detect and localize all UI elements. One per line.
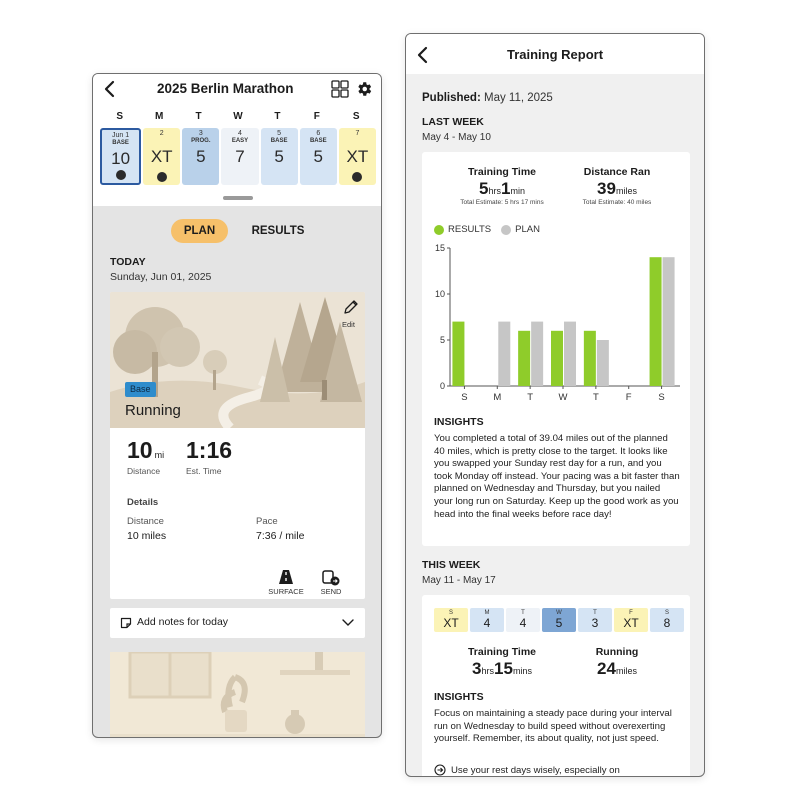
tw-running-label: Running: [595, 646, 639, 658]
x-tick-label: T: [592, 392, 599, 402]
insights2-heading: INSIGHTS: [434, 691, 484, 703]
week-day-cell[interactable]: [506, 608, 540, 632]
distance-ran-estimate: Total Estimate: 40 miles: [582, 199, 652, 206]
legend-results-label: RESULTS: [448, 224, 492, 235]
runner-icon: [116, 170, 126, 180]
day-cell[interactable]: [143, 128, 180, 185]
gear-icon[interactable]: [355, 80, 373, 98]
plan-title: 2025 Berlin Marathon: [157, 81, 294, 96]
plan-bar: [531, 322, 543, 386]
tab-plan[interactable]: PLAN: [171, 219, 228, 243]
details-heading: Details: [127, 497, 159, 508]
day-cell-value: XT: [346, 147, 369, 166]
top-bar: [93, 74, 381, 104]
x-tick-label: F: [625, 392, 632, 402]
tw-running-unit: miles: [615, 666, 637, 676]
day-letter: S: [116, 111, 124, 122]
edit-label[interactable]: Edit: [342, 320, 355, 329]
published-line: [422, 92, 553, 104]
day-cell-value: 10: [111, 149, 131, 168]
day-letter: T: [274, 111, 281, 122]
tt-hours: 5: [479, 179, 489, 198]
time-label: Est. Time: [186, 466, 222, 476]
day-cell[interactable]: [100, 128, 141, 185]
add-notes-label: Add notes for today: [137, 616, 229, 628]
back-arrow-icon[interactable]: [103, 80, 117, 98]
road-icon[interactable]: [278, 569, 294, 585]
day-cell[interactable]: [300, 128, 337, 185]
week-day-cell[interactable]: [614, 608, 648, 632]
day-cell-date: 2: [159, 130, 164, 137]
day-cell-date: 3: [198, 130, 203, 137]
week-calendar: [93, 104, 381, 206]
calendar-view-icon[interactable]: [331, 80, 349, 98]
week-day-value: 5: [555, 616, 563, 630]
week-day-letter: T: [593, 610, 597, 616]
next-workout-card[interactable]: [110, 652, 365, 738]
published-label: Published:: [422, 92, 481, 104]
chart-legend: [434, 224, 550, 235]
add-notes-row[interactable]: [110, 608, 365, 638]
send-label[interactable]: SEND: [320, 587, 342, 596]
this-week-days: [434, 608, 684, 632]
training-time-label: Training Time: [467, 166, 537, 178]
day-cell-value: 5: [313, 147, 323, 166]
tw-training-time-label: Training Time: [467, 646, 537, 658]
drag-handle[interactable]: [223, 196, 253, 200]
day-cell-type: [143, 138, 180, 145]
week-day-value: 4: [519, 616, 527, 630]
day-cell-date: 6: [316, 130, 321, 137]
legend-results: [434, 224, 491, 235]
tw-mins: 15: [494, 659, 513, 678]
training-time-value: [442, 179, 562, 199]
plan-screen: [92, 73, 382, 738]
tt-hours-unit: hrs: [488, 186, 501, 196]
tw-training-time-value: [442, 659, 562, 679]
day-letter: M: [154, 111, 164, 122]
tab-results[interactable]: RESULTS: [251, 225, 305, 237]
day-cell-value: 7: [235, 147, 245, 166]
workout-illustration: [110, 292, 365, 428]
day-letter: F: [313, 111, 320, 122]
results-bar: [584, 331, 596, 386]
last-week-heading: LAST WEEK: [422, 116, 484, 128]
y-tick-label: 15: [434, 243, 445, 253]
results-bar: [551, 331, 563, 386]
day-letter: T: [195, 111, 202, 122]
week-day-letter: F: [629, 610, 633, 616]
pencil-icon[interactable]: [342, 298, 360, 316]
arrow-circle-icon: [434, 764, 446, 776]
day-cell-value: XT: [150, 147, 173, 166]
training-time-estimate: Total Estimate: 5 hrs 17 mins: [460, 199, 544, 206]
week-day-letter: T: [521, 610, 525, 616]
day-cell-date: 4: [238, 130, 242, 137]
workout-card[interactable]: [110, 292, 365, 599]
distance-number: 10: [127, 437, 153, 463]
this-week-dates: May 11 - May 17: [422, 575, 496, 586]
day-cell-date: 5: [277, 130, 282, 137]
time-value: 1:16: [186, 437, 233, 463]
insights-text: You completed a total of 39.04 miles out of the planned 40 miles, which is pretty close to the target. It looks like you swapped your Sunday rest day for a run, and you took Monday off instead. Your pacing was a bit faster than planned on Wednesday and Thursday, but you nailed your long run on Saturday. Keep up the good work as you head into the final weeks before race day!: [434, 433, 680, 520]
plan-bar: [663, 257, 675, 386]
workout-title: Running: [125, 402, 181, 419]
day-cell[interactable]: [221, 128, 258, 185]
plan-dot-icon: [501, 225, 511, 235]
day-cell-date: Jun 1: [112, 132, 130, 139]
plan-bar: [498, 322, 510, 386]
this-week-heading: THIS WEEK: [422, 559, 481, 571]
week-day-cell[interactable]: [578, 608, 612, 632]
tw-running-value: [557, 659, 677, 679]
detail-pace-label: Pace: [256, 516, 278, 527]
x-tick-label: S: [461, 392, 468, 402]
week-day-value: XT: [443, 616, 459, 630]
results-bar: [452, 322, 464, 386]
surface-label[interactable]: SURFACE: [268, 587, 304, 596]
week-day-letter: W: [556, 610, 562, 616]
results-bar: [518, 331, 530, 386]
results-bar: [650, 257, 662, 386]
tw-running-number: 24: [597, 659, 616, 678]
weekly-distance-chart: [422, 240, 690, 402]
this-week-panel: [422, 595, 690, 777]
today-date: Sunday, Jun 01, 2025: [110, 271, 212, 283]
day-letter: S: [352, 111, 360, 122]
plan-results-tabs: [93, 219, 381, 243]
tw-mins-unit: mins: [512, 666, 532, 676]
report-top-bar: [406, 34, 704, 74]
tt-mins-unit: min: [510, 186, 525, 196]
week-day-value: 8: [663, 616, 671, 630]
x-tick-label: T: [527, 392, 534, 402]
day-cells: [100, 128, 376, 185]
x-tick-label: S: [658, 392, 665, 402]
week-day-cell[interactable]: [470, 608, 504, 632]
week-day-cell[interactable]: [542, 608, 576, 632]
tt-mins: 1: [501, 179, 511, 198]
detail-distance-value: 10 miles: [127, 530, 167, 542]
last-week-panel: [422, 152, 690, 546]
detail-pace-value: 7:36 / mile: [256, 530, 305, 542]
watch-send-icon[interactable]: [322, 568, 340, 586]
dr-number: 39: [597, 179, 616, 198]
last-week-dates: May 4 - May 10: [422, 132, 491, 143]
day-cell-type: EASY: [231, 138, 249, 144]
distance-label: Distance: [127, 466, 161, 476]
distance-unit: mi: [154, 450, 165, 460]
legend-plan-label: PLAN: [515, 224, 540, 235]
y-tick-label: 5: [439, 335, 445, 345]
y-tick-label: 0: [439, 381, 445, 391]
insights2-text: Focus on maintaining a steady pace during your interval run on Wednesday to build speed without overexerting yourself. Remember, its about quality, not just speed.: [434, 708, 672, 745]
week-day-letter: M: [484, 610, 490, 616]
workout-badge: Base: [125, 382, 156, 397]
plan-bar: [564, 322, 576, 386]
day-letters: [100, 111, 376, 122]
plan-bar: [597, 340, 609, 386]
dumbbell-icon: [352, 172, 362, 182]
tw-hours: 3: [472, 659, 482, 678]
chevron-down-icon[interactable]: [342, 619, 354, 627]
distance-value: [127, 437, 164, 464]
published-date: May 11, 2025: [483, 92, 553, 104]
day-cell-type: [339, 138, 376, 145]
x-tick-label: M: [493, 392, 502, 402]
day-cell-type: BASE: [112, 140, 129, 146]
x-tick-label: W: [558, 392, 568, 402]
dumbbell-icon: [157, 172, 167, 182]
tw-hours-unit: hrs: [481, 666, 495, 676]
day-cell-type: BASE: [309, 138, 327, 144]
day-cell-type: BASE: [270, 138, 288, 144]
report-title: Training Report: [506, 47, 604, 62]
detail-distance-label: Distance: [127, 516, 164, 527]
distance-ran-value: [557, 179, 677, 199]
day-cell[interactable]: [182, 128, 219, 185]
y-tick-label: 10: [434, 289, 445, 299]
day-cell-value: 5: [274, 147, 284, 166]
week-day-cell[interactable]: [650, 608, 684, 632]
week-day-value: 3: [591, 616, 599, 630]
week-day-value: XT: [623, 616, 639, 630]
day-letter: W: [233, 111, 243, 122]
tip-text: Use your rest days wisely, especially on: [451, 764, 620, 776]
day-cell-date: 7: [355, 130, 360, 137]
insights-heading: INSIGHTS: [434, 416, 484, 428]
dr-unit: miles: [615, 186, 637, 196]
note-icon: [120, 617, 132, 629]
day-cell-value: 5: [196, 147, 206, 166]
results-dot-icon: [434, 225, 444, 235]
day-cell-type: PROG.: [191, 138, 211, 144]
day-cell[interactable]: [339, 128, 376, 185]
week-day-letter: S: [664, 610, 669, 616]
day-cell[interactable]: [261, 128, 298, 185]
week-day-cell[interactable]: [434, 608, 468, 632]
today-label: TODAY: [110, 256, 146, 268]
legend-plan: [501, 224, 540, 235]
distance-ran-label: Distance Ran: [583, 166, 651, 178]
tip-row[interactable]: [434, 764, 620, 776]
gym-illustration: [110, 652, 365, 738]
week-day-value: 4: [483, 616, 491, 630]
week-day-letter: S: [448, 610, 453, 616]
training-report-screen: [405, 33, 705, 777]
